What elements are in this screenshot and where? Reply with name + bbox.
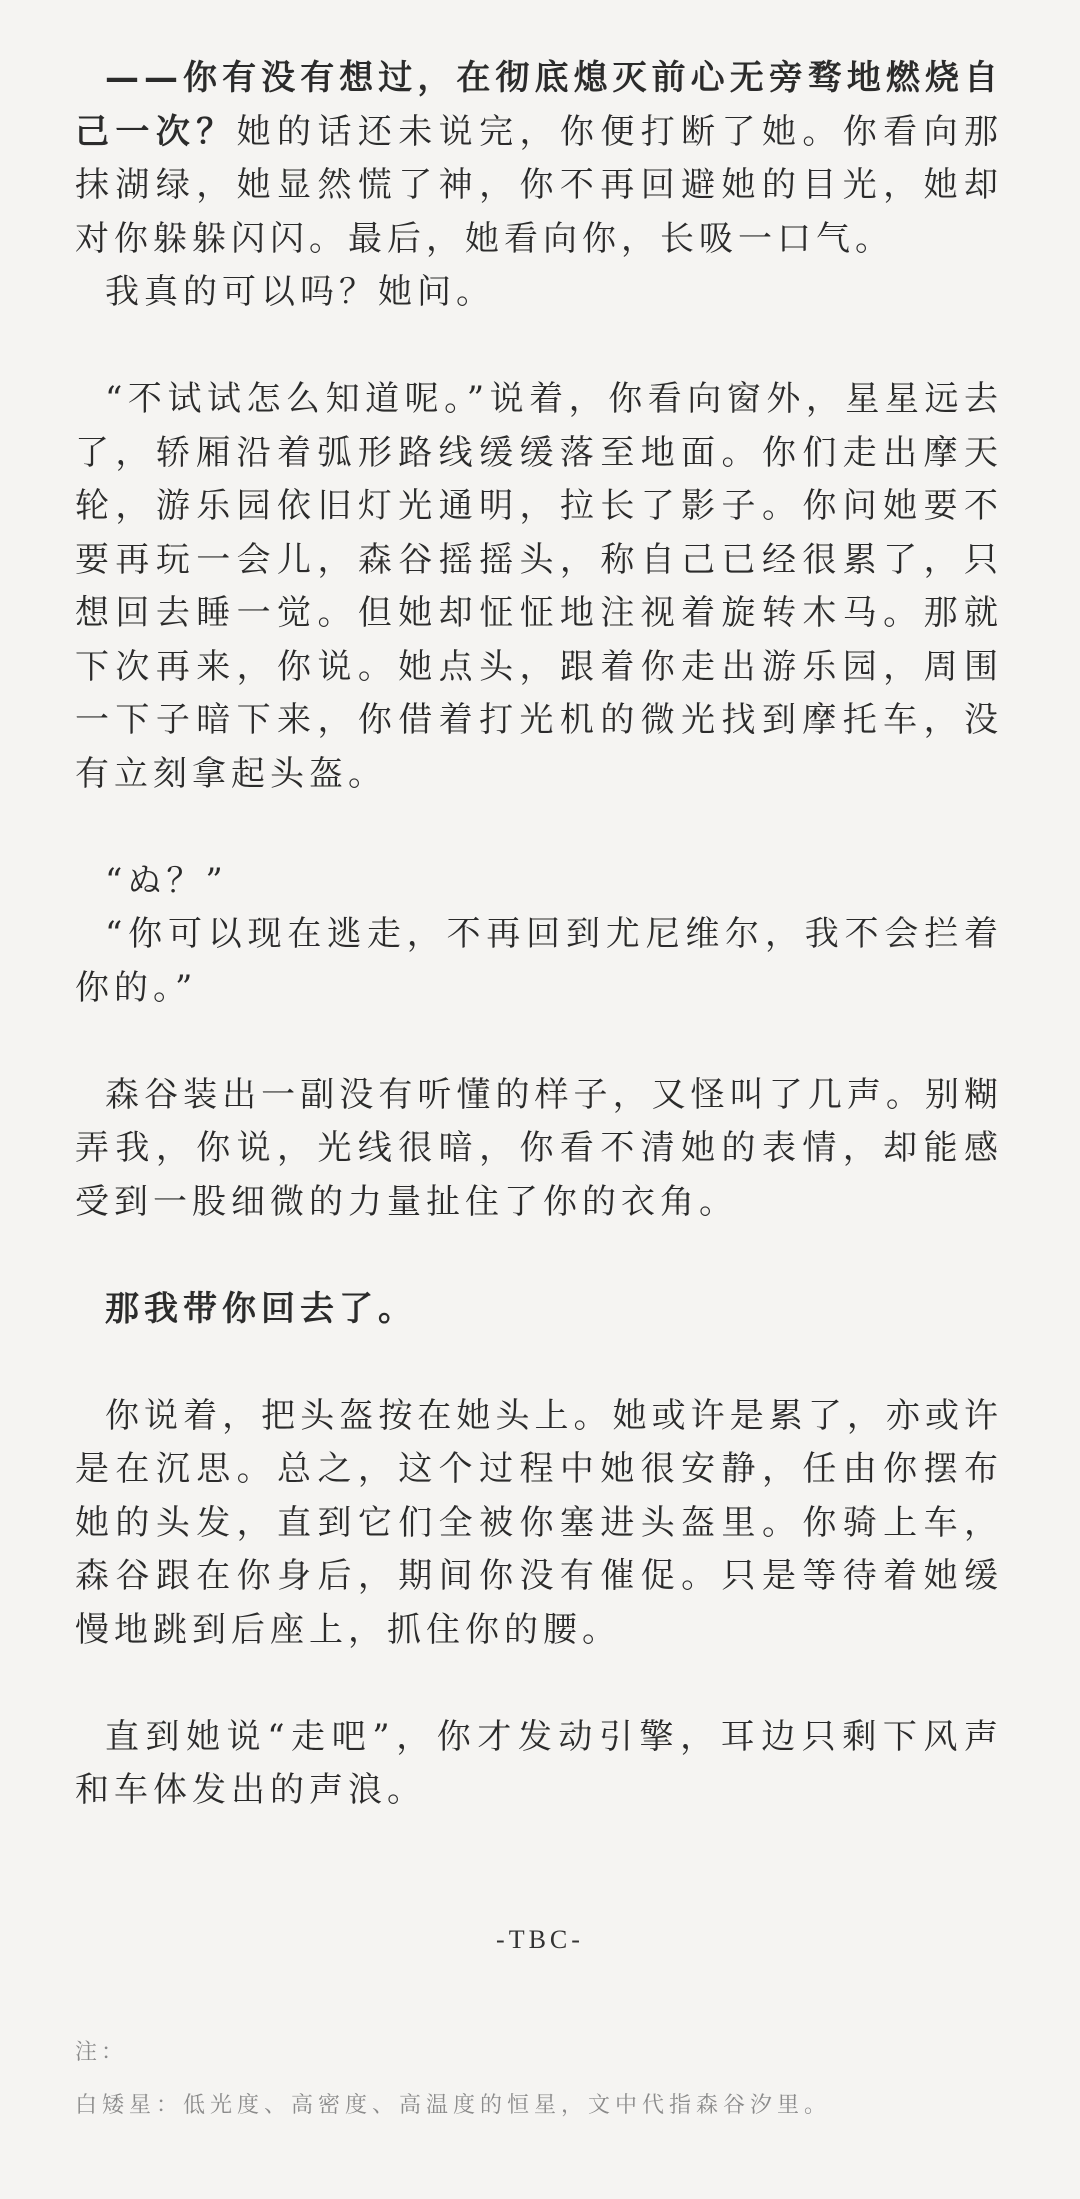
note-text: 白矮星：低光度、高密度、高温度的恒星，文中代指森谷汐里。 [75,2093,832,2118]
paragraph-7-bold: 那我带你回去了。 [105,1288,417,1329]
paragraph-gap [75,1015,1003,1069]
paragraph-gap [75,1336,1003,1390]
paragraph-gap [75,320,1003,374]
paragraph-9: 直到她说“走吧”，你才发动引擎，耳边只剩下风声和车体发出的声浪。 [75,1716,1003,1810]
paragraph-2: 我真的可以吗？她问。 [105,272,495,312]
paragraph-4: “ぬ？” [105,860,228,901]
paragraph-1-quote-bold: ——你有没有想过，在彻底熄灭前心无旁骛地燃烧自己一次？ [75,58,1003,152]
paragraph-5: “你可以现在逃走，不再回到尤尼维尔，我不会拦着你的。” [75,914,1003,1008]
story-body [75,52,1003,1818]
paragraph-gap [75,1229,1003,1283]
paragraph-1 [75,52,1003,266]
paragraph-3: “不试试怎么知道呢。”说着，你看向窗外，星星远去了，轿厢沿着弧形路线缓缓落至地面。你们走出摩天轮，游乐园依旧灯光通明，拉长了影子。你问她要不要再玩一会儿，森谷摇摇头，称自己已经很累了，只想回去睡一觉。但她却怔怔地注视着旋转木马。那就下次再来，你说。她点头，跟着你走出游乐园，周围一下子暗下来，你借着打光机的微光找到摩托车，没有立刻拿起头盔。 [75,379,1003,794]
paragraph-8: 你说着，把头盔按在她头上。她或许是累了，亦或许是在沉思。总之，这个过程中她很安静，任由你摆布她的头发，直到它们全被你塞进头盔里。你骑上车，森谷跟在你身后，期间你没有催促。只是等待着她缓慢地跳到后座上，抓住你的腰。 [75,1395,1003,1650]
paragraph-gap [75,1657,1003,1711]
to-be-continued-mark: -TBC- [496,1925,584,1954]
note-label: 注： [75,2040,128,2065]
paragraph-gap [75,801,1003,855]
paragraph-1-text: 她的话还未说完，你便打断了她。你看向那抹湖绿，她显然慌了神，你不再回避她的目光，她却对你躲躲闪闪。最后，她看向你，长吸一口气。 [75,111,1004,259]
paragraph-6: 森谷装出一副没有听懂的样子，又怪叫了几声。别糊弄我，你说，光线很暗，你看不清她的表情，却能感受到一股细微的力量扯住了你的衣角。 [75,1074,1003,1222]
